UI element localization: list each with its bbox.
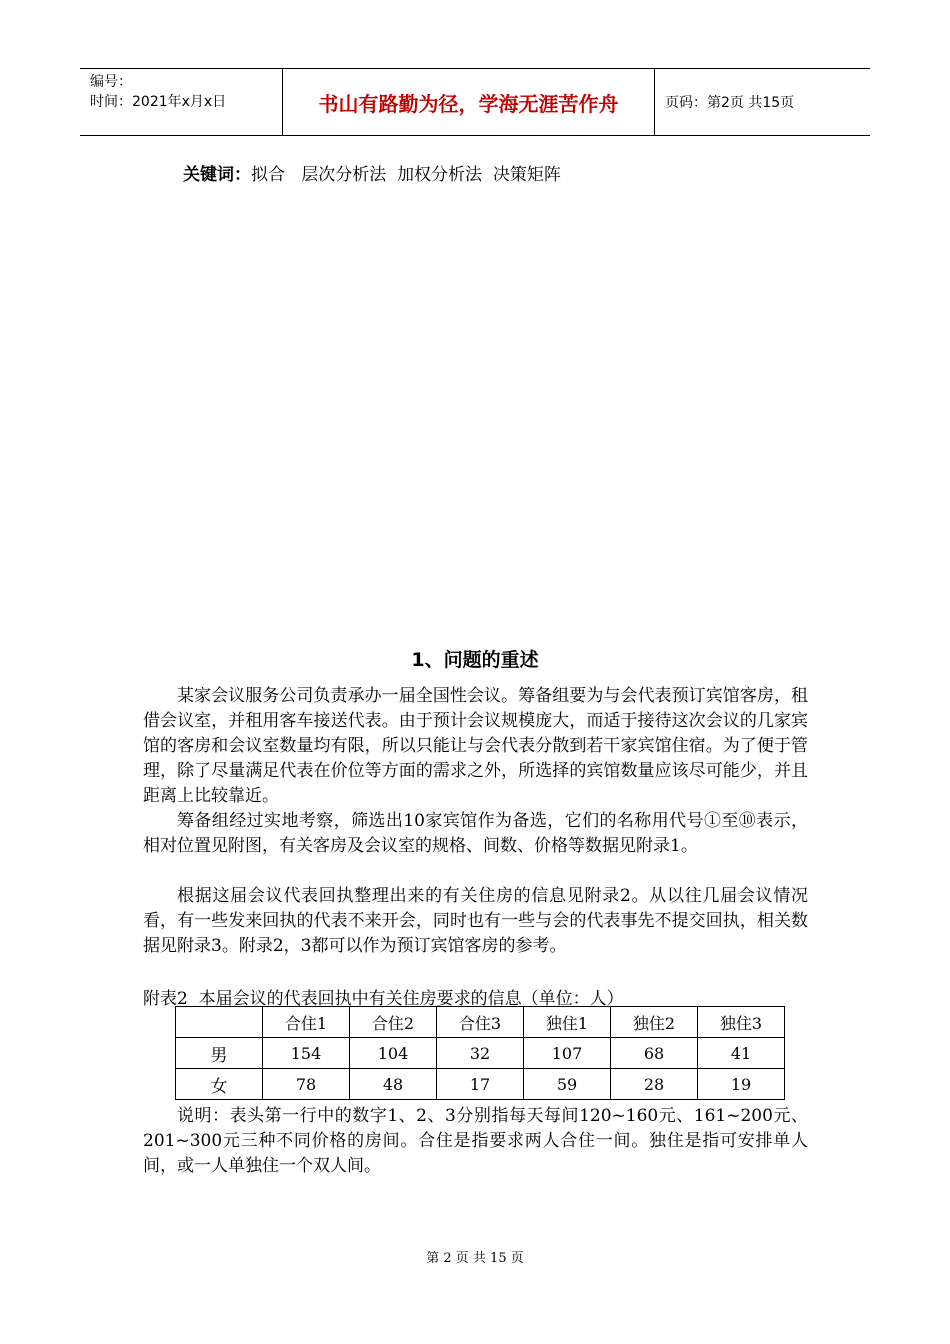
table-header-cell: 独住3: [698, 1007, 785, 1038]
table-header-cell: 合住1: [263, 1007, 350, 1038]
section-title: 1、问题的重述: [411, 649, 539, 671]
page-footer: 第 2 页 共 15 页: [426, 1251, 524, 1266]
room-request-table: [175, 1006, 785, 1100]
header-date: 时间：2021年x月x日: [90, 94, 227, 110]
table-note: 说明：表头第一行中的数字1、2、3分别指每天每间120~160元、161~200元、201~300元三种不同价格的房间。合住是指要求两人合住一间。独住是指可安排单人间，或一人单独住一个双人间。: [143, 1106, 808, 1176]
table-row: [176, 1038, 785, 1069]
table-header-cell: [176, 1007, 263, 1038]
table-cell: 17: [437, 1069, 524, 1100]
table-cell: 107: [524, 1038, 611, 1069]
header-number: 编号：: [90, 74, 132, 90]
table-header-cell: 独住2: [611, 1007, 698, 1038]
table-caption: 附表2 本届会议的代表回执中有关住房要求的信息（单位：人）: [143, 989, 624, 1009]
header-meta-cell: [80, 69, 283, 135]
table-cell: 68: [611, 1038, 698, 1069]
table-cell: 154: [263, 1038, 350, 1069]
table-cell: 78: [263, 1069, 350, 1100]
table-cell: 19: [698, 1069, 785, 1100]
header-motto: 书山有路勤为径，学海无涯苦作舟: [318, 91, 619, 116]
paragraph: 某家会议服务公司负责承办一届全国性会议。筹备组要为与会代表预订宾馆客房，租借会议室，并租用客车接送代表。由于预计会议规模庞大，而适于接待这次会议的几家宾馆的客房和会议室数量均有限，所以只能让与会代表分散到若干家宾馆住宿。为了便于管理，除了尽量满足代表在价位等方面的需求之外，所选择的宾馆数量应该尽可能少，并且距离上比较靠近。: [143, 686, 808, 806]
table-cell: 28: [611, 1069, 698, 1100]
table-cell: 59: [524, 1069, 611, 1100]
table-row-label: 男: [176, 1038, 263, 1069]
table-header-cell: 独住1: [524, 1007, 611, 1038]
keywords-line: [183, 160, 561, 185]
table-header-cell: 合住2: [350, 1007, 437, 1038]
table-cell: 104: [350, 1038, 437, 1069]
table-header-row: [176, 1007, 785, 1038]
header-page-cell: [655, 69, 870, 135]
table-row-label: 女: [176, 1069, 263, 1100]
table-cell: 41: [698, 1038, 785, 1069]
header-motto-cell: [283, 69, 655, 135]
table-cell: 48: [350, 1069, 437, 1100]
paragraph: 根据这届会议代表回执整理出来的有关住房的信息见附录2。从以往几届会议情况看，有一些发来回执的代表不来开会，同时也有一些与会的代表事先不提交回执，相关数据见附录3。附录2，3都可以作为预订宾馆客房的参考。: [143, 886, 808, 956]
table-header-cell: 合住3: [437, 1007, 524, 1038]
keywords-terms: 拟合 层次分析法 加权分析法 决策矩阵: [251, 165, 561, 185]
table-row: [176, 1069, 785, 1100]
document-header: [80, 68, 870, 136]
keywords-label: 关键词：: [183, 165, 251, 185]
paragraph: 筹备组经过实地考察，筛选出10家宾馆作为备选，它们的名称用代号①至⑩表示，相对位置见附图，有关客房及会议室的规格、间数、价格等数据见附录1。: [143, 811, 808, 856]
table-cell: 32: [437, 1038, 524, 1069]
header-page-number: 页码：第2页 共15页: [665, 95, 795, 111]
